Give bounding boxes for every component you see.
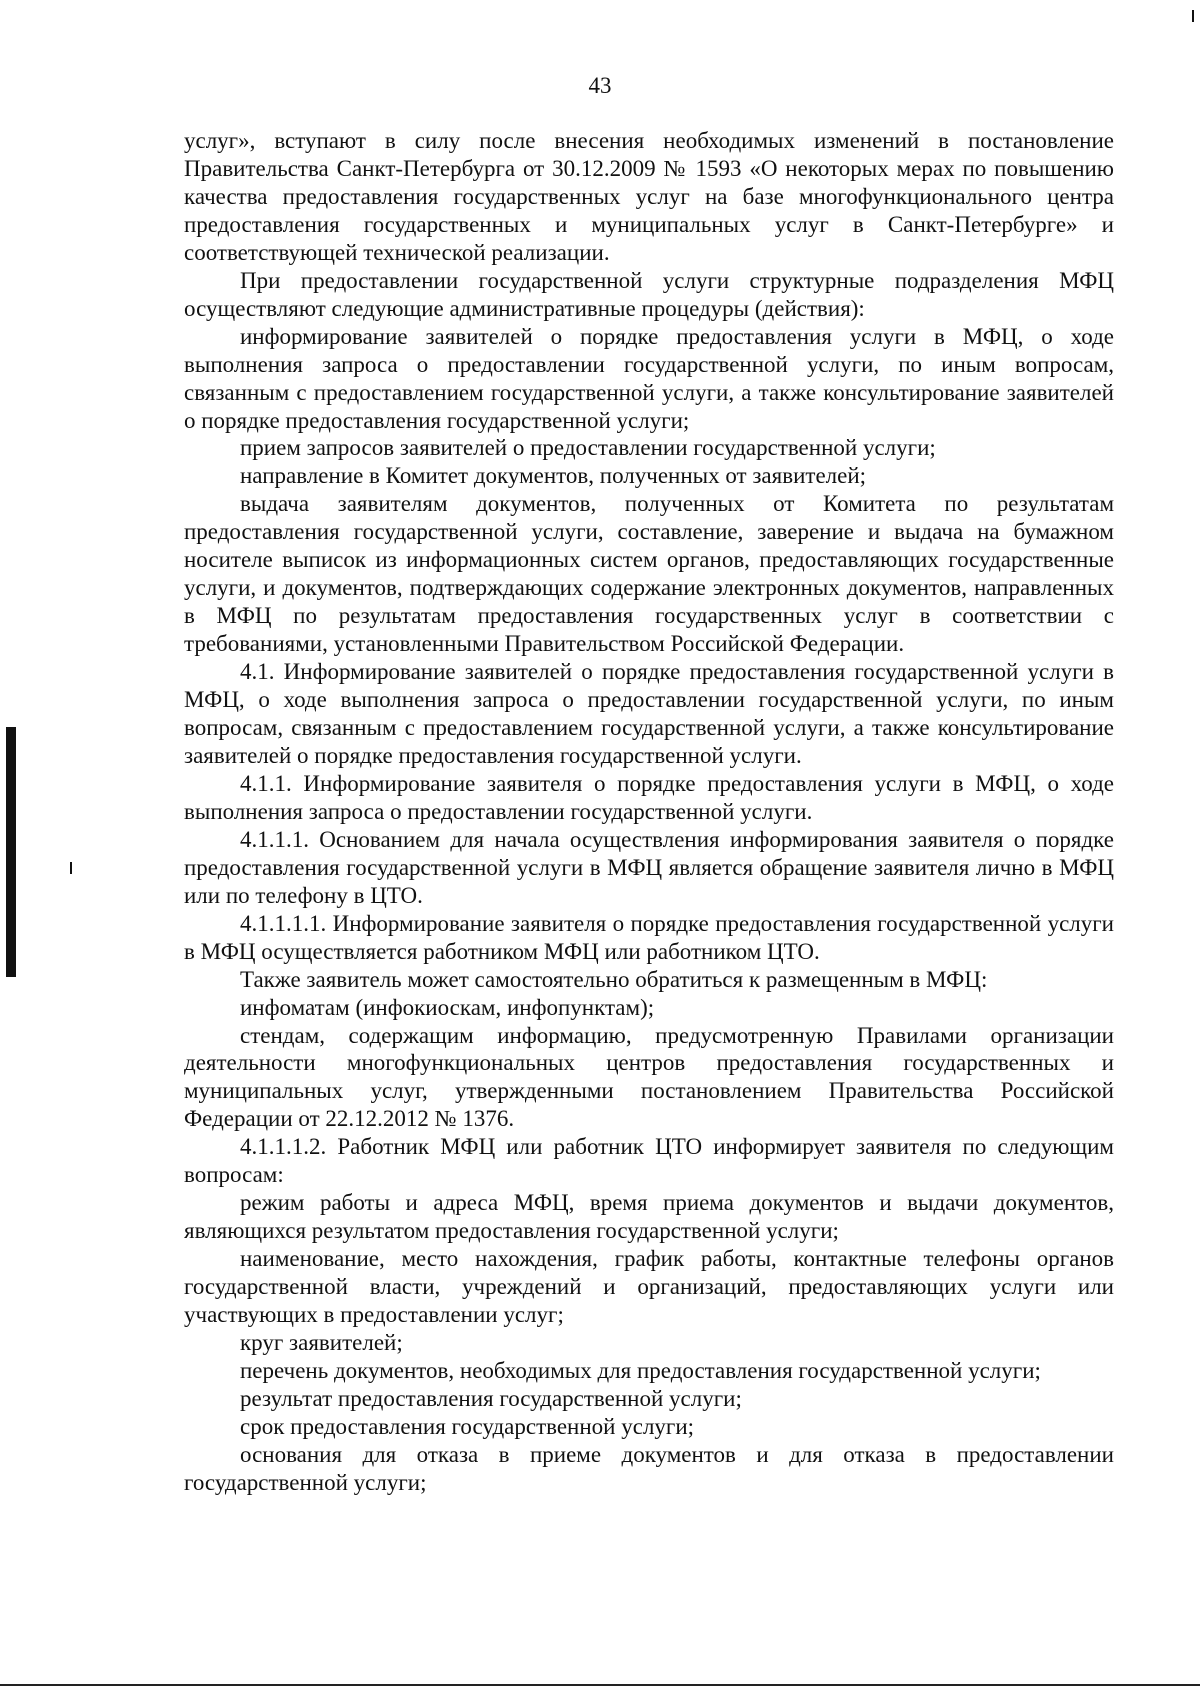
paragraph-continuation: услуг», вступают в силу после внесения необходимых изменений в постановление Правительства Санкт-Петербурга от 30.12.2009 № 1593 «О некоторых мерах по повышению качества предоставления государственных услуг на базе многофункционального центра предоставления государственных и муниципальных услуг в Санкт-Петербурге» и соответствующей технической реализации. — [184, 128, 1114, 265]
list-item-applicants: круг заявителей; — [240, 1329, 403, 1355]
list-item-stands: стендам, содержащим информацию, предусмотренную Правилами организации деятельности многофункциональных центров предоставления государственных и муниципальных услуг, утвержденными постановлением Правительства Российской Федерации от 22.12.2012 № 1376. — [184, 1022, 1114, 1132]
list-item-refusal-grounds: основания для отказа в приеме документов и для отказа в предоставлении государственной услуги; — [184, 1441, 1114, 1495]
section-4-1-1-1: 4.1.1.1. Основанием для начала осуществления информирования заявителя о порядке предоставления государственной услуги в МФЦ является обращение заявителя лично в МФЦ или по телефону в ЦТО. — [184, 826, 1114, 908]
scan-corner-tick — [1192, 10, 1194, 22]
list-item-issuing-documents: выдача заявителям документов, полученных от Комитета по результатам предоставления государственной услуги, составление, заверение и выдача на бумажном носителе выписок из информационных систем органов, предоставляющих государственные услуги, и документов, подтверждающих содержание электронных документов, направленных в МФЦ по результатам предоставления государственных услуг в соответствии с требованиями, установленными Правительством Российской Федерации. — [184, 491, 1114, 657]
section-4-1-1-1-2: 4.1.1.1.2. Работник МФЦ или работник ЦТО информирует заявителя по следующим вопросам: — [184, 1134, 1114, 1188]
list-item-sending-documents: направление в Комитет документов, полученных от заявителей; — [240, 463, 867, 489]
scan-margin-tick — [70, 862, 72, 874]
list-item-documents-list: перечень документов, необходимых для предоставления государственной услуги; — [240, 1357, 1041, 1383]
list-item-deadline: срок предоставления государственной услуги; — [240, 1413, 695, 1439]
section-4-1-1: 4.1.1. Информирование заявителя о порядке предоставления услуги в МФЦ, о ходе выполнения запроса о предоставлении государственной услуги. — [184, 770, 1114, 824]
list-item-result: результат предоставления государственной услуги; — [240, 1385, 742, 1411]
scan-bottom-edge — [0, 1684, 1200, 1686]
document-body — [184, 127, 1114, 1497]
list-item-informing: информирование заявителей о порядке предоставления услуги в МФЦ, о ходе выполнения запроса о предоставлении государственной услуги, по иным вопросам, связанным с предоставлением государственной услуги, а также консультирование заявителей о порядке предоставления государственной услуги; — [184, 323, 1114, 433]
list-item-receiving-requests: прием запросов заявителей о предоставлении государственной услуги; — [240, 435, 936, 461]
scan-margin-bar — [6, 727, 16, 977]
paragraph-self-service: Также заявитель может самостоятельно обратиться к размещенным в МФЦ: — [240, 966, 988, 992]
list-item-authorities-info: наименование, место нахождения, график работы, контактные телефоны органов государственной власти, учреждений и организаций, предоставляющих услуги или участвующих в предоставлении услуг; — [184, 1246, 1114, 1328]
section-4-1-1-1-1: 4.1.1.1.1. Информирование заявителя о порядке предоставления государственной услуги в МФЦ осуществляется работником МФЦ или работником ЦТО. — [184, 910, 1114, 964]
page-number: 43 — [588, 73, 612, 98]
list-item-working-hours: режим работы и адреса МФЦ, время приема документов и выдачи документов, являющихся результатом предоставления государственной услуги; — [184, 1190, 1114, 1244]
list-item-infomats: инфоматам (инфокиоскам, инфопунктам); — [240, 994, 655, 1020]
paragraph-procedures-intro: При предоставлении государственной услуги структурные подразделения МФЦ осуществляют следующие административные процедуры (действия): — [184, 267, 1114, 321]
section-4-1: 4.1. Информирование заявителей о порядке предоставления государственной услуги в МФЦ, о ходе выполнения запроса о предоставлении государственной услуги, по иным вопросам, связанным с предоставлением государственной услуги, а также консультирование заявителей о порядке предоставления государственной услуги. — [184, 659, 1114, 768]
